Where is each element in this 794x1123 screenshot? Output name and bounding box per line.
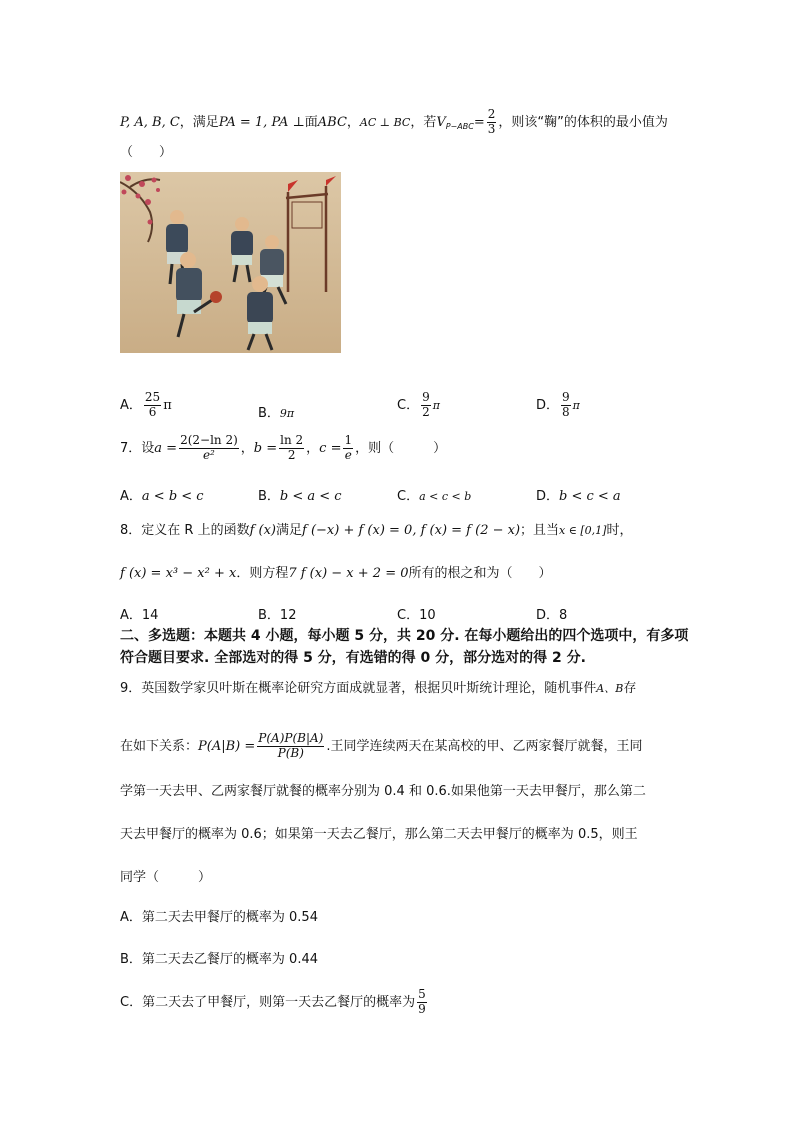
q8-text-tail: 所有的根之和为（ ） [408,566,552,581]
q6-equals: = [473,114,485,130]
q7-option-b-value: b < a < c [279,489,342,504]
q6-option-a[interactable] [120,391,172,420]
q6-option-c-pi: π [432,398,440,412]
q9-formula-lhs: P(A|B) = [198,738,256,754]
q7-a-frac [179,434,239,463]
q7-option-d-value: b < c < a [559,489,621,504]
q7-option-a[interactable] [120,485,204,504]
q7-b-den: 2 [287,447,296,462]
q9-formula-num: P(A)P(B|A) [258,731,324,745]
q6-option-d-den: 8 [562,404,570,419]
q9-option-c-num: 5 [418,987,426,1001]
q7-option-b[interactable] [258,485,342,504]
q9-line2 [120,732,642,761]
q9-option-c-den: 9 [418,1001,426,1016]
q6-option-a-frac [144,391,161,420]
q6-option-a-num: 25 [144,390,161,404]
q6-option-b-value: 9π [279,407,295,420]
q8-condition: f (−x) + f (x) = 0, f (x) = f (2 − x) [302,523,521,538]
q9-formula-frac [257,732,324,761]
q8-stem-line1 [120,524,632,537]
q6-cond1: PA = 1, PA ⊥ [218,114,305,130]
q6-volume: V [436,114,446,130]
q7-option-c-label: C． [397,489,420,504]
q6-frac-num: 2 [487,107,496,121]
q8-option-d-value: 8 [559,608,568,623]
q8-stem-line2 [120,567,552,580]
painting-background [120,172,341,353]
q7-option-c[interactable] [397,485,471,504]
q6-option-d-num: 9 [562,390,570,404]
q6-sep: ， [346,114,360,130]
q7-b-label: b = [253,440,278,456]
q7-b-num: ln 2 [280,433,304,447]
q8-option-d[interactable] [536,604,567,623]
q8-text-a: 8．定义在 R 上的函数 [120,523,250,538]
q8-function-expr: f (x) = x³ − x² + x [120,566,237,581]
q6-option-c-den: 2 [422,404,430,419]
q9-option-c-frac [417,988,427,1017]
q8-fx: f (x) [249,523,276,538]
cuju-illustration [120,172,341,353]
q6-option-b-label: B． [258,406,280,421]
q6-frac-den: 3 [487,121,496,136]
q9-option-c-text: C．第二天去了甲餐厅，则第一天去乙餐厅的概率为 [120,994,416,1010]
q7-a-label: a = [154,440,178,456]
q8-option-c-label: C． [397,608,420,623]
q9-formula-den: P(B) [277,745,304,760]
q7-option-d-label: D． [536,489,560,504]
q8-option-a[interactable] [120,604,158,623]
q6-option-a-label: A． [120,397,142,413]
q6-fraction [487,108,497,137]
q6-option-a-pi: π [163,397,172,413]
q8-option-a-value: 14 [141,608,159,623]
q6-option-c-frac [421,391,431,420]
q8-range: x ∈ [0,1] [559,524,607,537]
q9-line1-text: 9．英国数学家贝叶斯在概率论研究方面成就显著，根据贝叶斯统计理论，随机事件 [120,681,597,696]
q6-plane-word: 面 [304,114,318,130]
q7-option-a-value: a < b < c [141,489,204,504]
q6-volume-sub: P−ABC [445,121,474,131]
q7-a-num: 2(2−ln 2) [180,433,238,447]
q8-option-d-label: D． [536,608,560,623]
q8-text-mid: ．则方程 [236,566,289,581]
q6-if-word: ，若 [410,114,437,130]
q6-stem-line [120,108,668,137]
q6-tail: ，则该“鞠”的体积的最小值为 [498,114,668,130]
q9-option-a[interactable]: A．第二天去甲餐厅的概率为 0.54 [120,910,318,925]
q8-option-c[interactable] [397,604,436,623]
q6-option-b[interactable] [258,402,294,421]
section2-heading-line2: 符合题目要求. 全部选对的得 5 分，有选错的得 0 分，部分选对的得 2 分. [120,650,586,666]
q6-option-a-den: 6 [148,404,157,419]
q7-stem [120,434,446,463]
q6-option-d[interactable] [536,391,580,420]
q8-text-d: 时， [606,523,633,538]
q6-text1: ，满足 [179,114,219,130]
q9-line3: 学第一天去甲、乙两家餐厅就餐的概率分别为 0.4 和 0.6.如果他第一天去甲餐厅，那么第二 [120,784,646,799]
q8-option-b[interactable] [258,604,296,623]
q9-option-b[interactable]: B．第二天去乙餐厅的概率为 0.44 [120,952,318,967]
q9-option-c[interactable] [120,988,429,1017]
q8-option-a-label: A． [120,608,142,623]
q6-option-c-label: C． [397,397,420,413]
q9-line1-tail: 存 [623,681,637,696]
q7-sep2: ， [306,440,320,456]
q6-answer-paren: （ ） [120,145,173,160]
q7-option-a-label: A． [120,489,142,504]
q8-option-c-value: 10 [419,608,436,623]
q7-option-b-label: B． [258,489,280,504]
q7-a-den: e² [202,447,215,462]
q7-option-c-value: a < c < b [419,490,472,503]
q7-c-label: c = [319,440,342,456]
q9-events: A、B [596,682,624,695]
q7-c-num: 1 [344,433,353,447]
q8-option-b-label: B． [258,608,280,623]
cuju-ball [210,291,222,303]
section2-heading-line1: 二、多选题：本题共 4 小题，每小题 5 分，共 20 分. 在每小题给出的四个选项中，有多项 [120,628,689,644]
q9-line1 [120,682,636,695]
q6-points: P, A, B, C [120,114,180,130]
q6-option-d-label: D． [536,397,560,413]
q9-line5: 同学（ ） [120,870,212,885]
q8-equation: 7 f (x) − x + 2 = 0 [288,566,409,581]
q6-option-d-frac [561,391,571,420]
q8-option-b-value: 12 [279,608,297,623]
q7-prefix: 7．设 [120,440,155,456]
q6-option-c[interactable] [397,391,440,420]
q6-cond2: AC ⊥ BC [359,115,411,129]
q7-c-den: e [344,447,352,462]
q7-c-frac [343,434,353,463]
q6-option-d-pi: π [572,398,580,412]
q7-option-d[interactable] [536,485,621,504]
q9-line2-tail: .王同学连续两天在某高校的甲、乙两家餐厅就餐，王同 [326,738,643,754]
q7-b-frac [279,434,304,463]
q6-plane: ABC [317,114,347,130]
q6-option-c-num: 9 [422,390,430,404]
q8-text-c: ；且当 [520,523,560,538]
q9-line2-pre: 在如下关系： [120,738,199,754]
q7-sep1: ， [240,440,254,456]
q9-line4: 天去甲餐厅的概率为 0.6；如果第一天去乙餐厅，那么第二天去甲餐厅的概率为 0.5，则王 [120,827,638,842]
q8-text-b: 满足 [276,523,303,538]
q7-tail: ，则（ ） [355,440,447,456]
